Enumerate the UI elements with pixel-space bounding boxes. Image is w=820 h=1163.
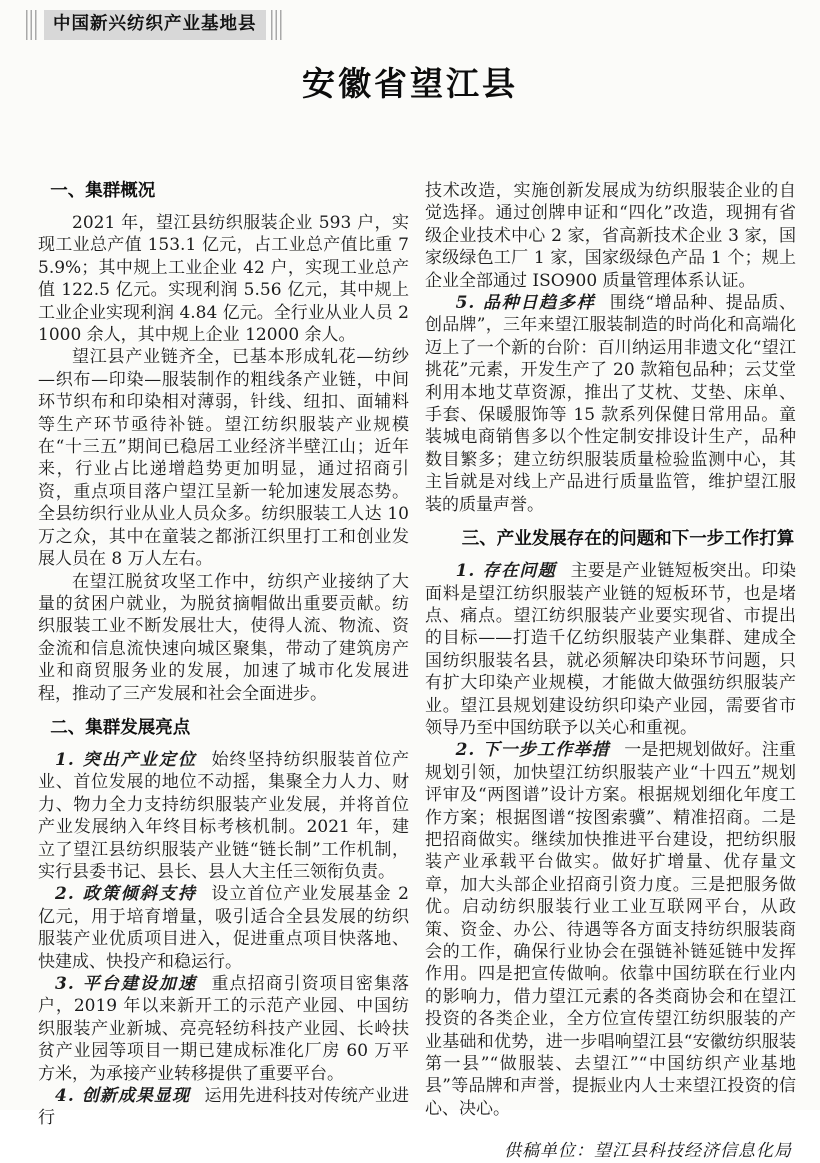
item-label: 2. 下一步工作举措 bbox=[455, 740, 610, 761]
paragraph: 在望江脱贫攻坚工作中，纺织产业接纳了大量的贫困户就业，为脱贫摘帽做出重要贡献。纺织服装工业不断发展壮大，使得人流、物流、资金流和信息流快速向城区聚集，带动了建筑房产业和商贸服务业的发展，加速了城市化发展进程，推动了三产发展和社会全面进步。 bbox=[38, 571, 409, 704]
page-title: 安徽省望江县 bbox=[302, 64, 518, 103]
item-text: 主要是产业链短板突出。印染面料是望江纺织服装产业链的短板环节，也是堵点、痛点。望江纺织服装产业要实现省、市提出的目标——打造千亿纺织服装产业集群、建成全国纺织服装名县，就必须解决印染环节问题，只有扩大印染产业规模，才能做大做强纺织服装产业。望江县规划建设纺织印染产业园，需要省市领导乃至中国纺联予以关心和重视。 bbox=[425, 561, 797, 738]
item-text: 一是把规划做好。注重规划引领，加快望江纺织服装产业“十四五”规划评审及“两图谱”设计方案。根据规划细化年度工作方案；根据图谱“按图索骥”、精准招商。二是把招商做实。继续加快推进平台建设，把纺织服装产业承载平台做实。做好扩增量、优存量文章，加大头部企业招商引资力度。三是把服务做优。启动纺织服装行业工业互联网平台，从政策、资金、办公、待遇等各方面支持纺织服装商会的工作，确保行业协会在强链补链延链中发挥作用。四是把宣传做响。依靠中国纺联在行业内的影响力，借力望江元素的各类商协会和在望江投资的各类企业，全方位宣传望江纺织服装的产业基础和优势，进一步唱响望江县“安徽纺织服装第一县”“做服装、去望江”“中国纺织产业基地县”等品牌和声誉，提振业内人士来望江投资的信心、决心。 bbox=[425, 740, 796, 1119]
section-heading-problems-plans: 三、产业发展存在的问题和下一步工作打算 bbox=[461, 529, 795, 550]
item-text: 始终坚持纺织服装首位产业、首位发展的地位不动摇，集聚全力人力、财力、物力全力支持纺织服装产业发展，并将首位产业发展纳入年终目标考核机制。2021 年，建立了望江县纺织服装产业链“链长制”工作机制，实行县委书记、县长、县人大主任三领衔负责。 bbox=[38, 749, 410, 882]
item-text: 围绕“增品种、提品质、创品牌”，三年来望江服装制造的时尚化和高端化迈上了一个新的台阶：百川纳运用非遗文化“望江挑花”元素，开发生产了 20 款箱包品种；云艾堂利用本地艾草资源，推出了艾枕、艾垫、床单、手套、保暖服饰等 15 款系列保健日常用品。童装城电商销售多以个性定制安排设计生产，品种数目繁多；建立纺织服装质量检验监测中心，其主旨就是对线上产品进行质量监管，维护望江服装的质量声誉。 bbox=[425, 293, 796, 515]
left-column bbox=[38, 180, 409, 1163]
item-label: 4. 创新成果显现 bbox=[55, 1086, 191, 1107]
item-label: 5. 品种日趋多样 bbox=[455, 293, 596, 314]
item-label: 1. 存在问题 bbox=[455, 561, 557, 582]
item-text: 重点招商引资项目密集落户，2019 年以来新开工的示范产业园、中国纺织服装产业新城、亮亮轻纺科技产业园、长岭扶贫产业园等项目一期已建成标准化厂房 60 万平方米，为承接产业转移提供了重要平台。 bbox=[38, 974, 410, 1084]
list-item bbox=[38, 883, 409, 973]
item-text: 运用先进科技对传统产业进行 bbox=[38, 1086, 409, 1129]
list-item bbox=[38, 1085, 409, 1130]
section-heading-highlights: 二、集群发展亮点 bbox=[50, 717, 191, 738]
banner-stripe-right bbox=[271, 10, 284, 40]
list-item bbox=[425, 739, 796, 1120]
series-banner-label: 中国新兴纺织产业基地县 bbox=[44, 10, 266, 40]
paragraph-continuation: 技术改造，实施创新发展成为纺织服装企业的自觉选择。通过创牌申证和“四化”改造，现拥有省级企业技术中心 2 家，省高新技术企业 3 家，国家级绿色工厂 1 家，国家级绿色产品 1 个；规上企业全部通过 ISO900 质量管理体系认证。 bbox=[425, 181, 796, 291]
list-item bbox=[425, 292, 796, 516]
attribution-line: 供稿单位：望江县科技经济信息化局 bbox=[504, 1141, 792, 1162]
list-item bbox=[38, 973, 409, 1085]
right-column bbox=[425, 180, 796, 1163]
series-banner bbox=[26, 10, 284, 40]
section-heading-overview: 一、集群概况 bbox=[50, 181, 156, 201]
item-text: 设立首位产业发展基金 2 亿元，用于培育增量，吸引适合全县发展的纺织服装产业优质项目进入，促进重点项目快落地、快建成、快投产和稳运行。 bbox=[38, 884, 409, 972]
paragraph: 望江县产业链齐全，已基本形成轧花—纺纱—织布—印染—服装制作的粗线条产业链，中间环节织布和印染相对薄弱，针线、纽扣、面辅料等生产环节亟待补链。望江纺织服装产业规模在“十三五”期间已稳居工业经济半壁江山；近年来，行业占比递增趋势更加明显，通过招商引资，重点项目落户望江呈新一轮加速发展态势。全县纺织行业从业人员众多。纺织服装工人达 10 万之众，其中在童装之都浙江织里打工和创业发展人员在 8 万人左右。 bbox=[38, 347, 409, 570]
list-item bbox=[425, 560, 796, 739]
item-label: 2. 政策倾斜支持 bbox=[55, 884, 197, 905]
banner-stripe-left bbox=[26, 10, 39, 40]
paragraph: 2021 年，望江县纺织服装企业 593 户，实现工业总产值 153.1 亿元，占工业总产值比重 75.9%；其中规上工业企业 42 户，实现工业总产值 122.5 亿元。实现利润 5.56 亿元，其中规上工业企业实现利润 4.84 亿元。全行业从业人员 21000 余人，其中规上企业 12000 余人。 bbox=[38, 213, 409, 346]
item-label: 1. 突出产业定位 bbox=[55, 749, 198, 770]
content-columns bbox=[0, 180, 820, 1163]
list-item bbox=[38, 749, 409, 883]
item-label: 3. 平台建设加速 bbox=[55, 974, 198, 994]
